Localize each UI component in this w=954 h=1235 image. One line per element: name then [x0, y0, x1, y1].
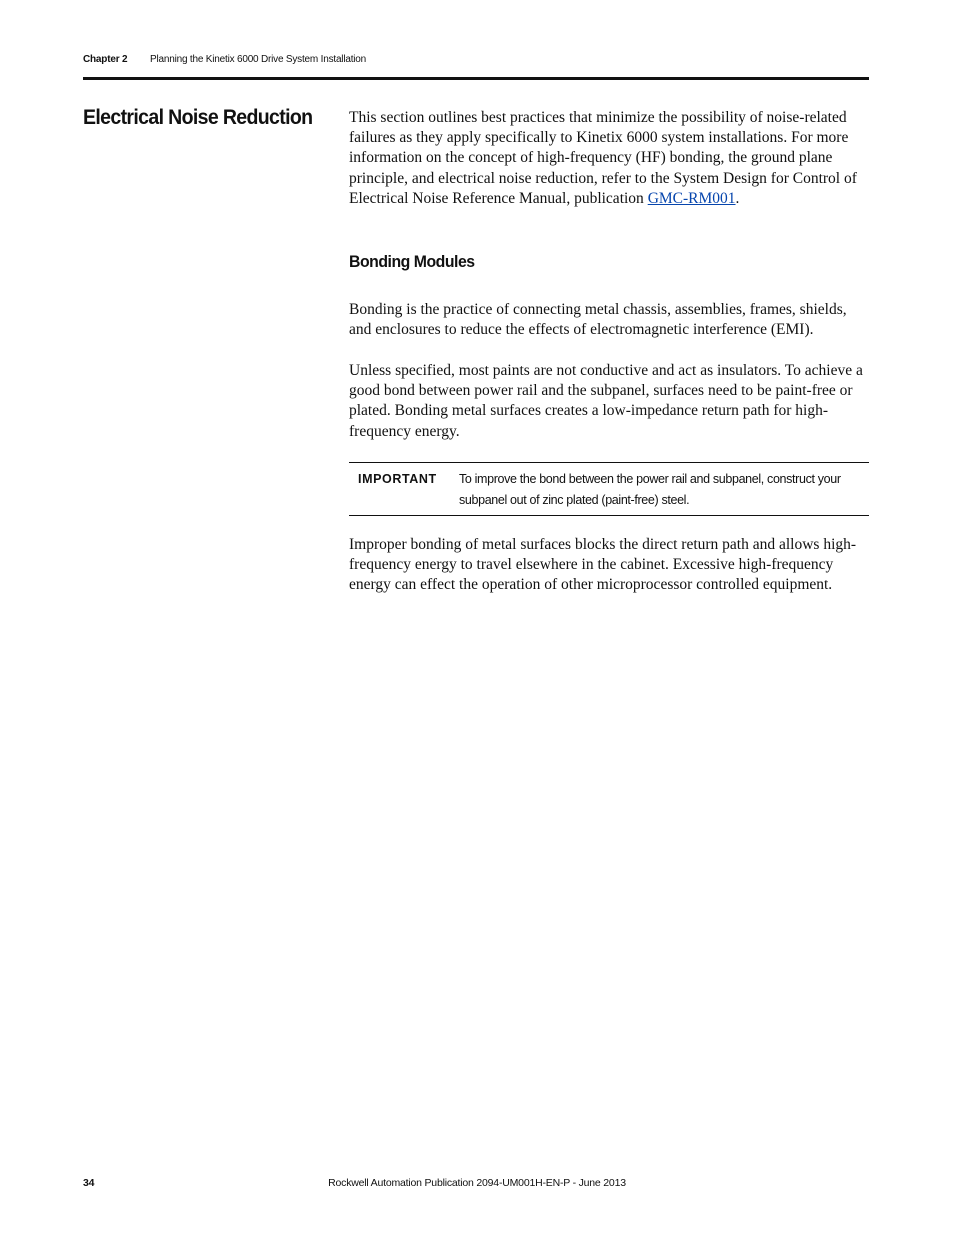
paint-insulator-paragraph: Unless specified, most paints are not conductive and act as insulators. To achieve a good bond between power rail and the subpanel, surfaces need to be paint-free or plated. Bonding metal surfaces creates a low-impedance return path for high-frequency energy. [349, 362, 863, 440]
subsection-title: Bonding Modules [349, 252, 475, 271]
improper-bonding-paragraph: Improper bonding of metal surfaces blocks the direct return path and allows high-frequency energy to travel elsewhere in the cabinet. Excessive high-frequency energy can effect the operation of other microprocessor controlled equipment. [349, 536, 857, 594]
bonding-definition-paragraph: Bonding is the practice of connecting metal chassis, assemblies, frames, shields, and enclosures to reduce the effects of electromagnetic interference (EMI). [349, 301, 847, 339]
publication-footer: Rockwell Automation Publication 2094-UM001H-EN-P - June 2013 [328, 1177, 626, 1189]
gmc-rm001-link[interactable]: GMC-RM001 [647, 189, 736, 207]
important-text: To improve the bond between the power rail and subpanel, construct your subpanel out of zinc plated (paint-free) steel. [459, 472, 841, 507]
intro-paragraph [349, 108, 869, 209]
section-title: Electrical Noise Reduction [83, 106, 313, 129]
important-label: IMPORTANT [358, 472, 437, 486]
intro-text-end: . [735, 189, 740, 207]
chapter-label: Chapter 2 [83, 54, 128, 65]
important-callout [349, 462, 869, 516]
page-header [83, 52, 869, 80]
chapter-title: Planning the Kinetix 6000 Drive System Installation [150, 54, 367, 65]
intro-text: This section outlines best practices that minimize the possibility of noise-related failures as they apply specifically to Kinetix 6000 system installations. For more information on the concept of high-frequency (HF) bonding, the ground plane principle, and electrical noise reduction, refer to the System Design for Control of Electrical Noise Reference Manual, publication [349, 109, 857, 207]
page-number: 34 [83, 1177, 95, 1189]
